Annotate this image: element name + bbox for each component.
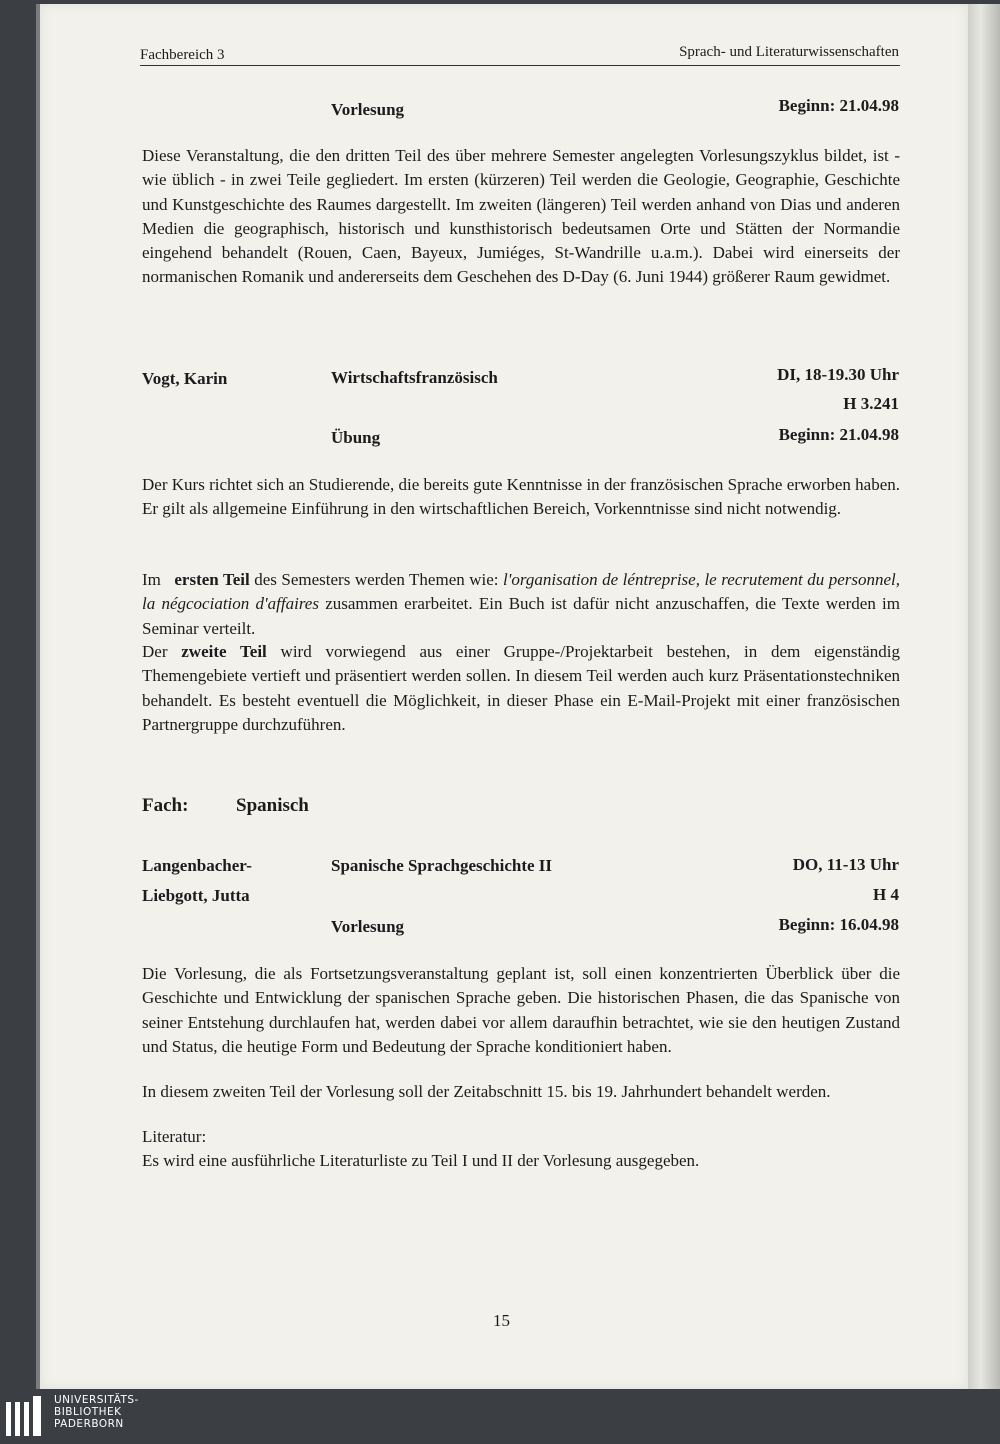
course-begin: Beginn: 21.04.98 [778, 425, 899, 444]
library-logo-icon [6, 1396, 46, 1438]
course-description: Die Vorlesung, die als Fortsetzungsveranstaltung geplant ist, soll einen konzentrierten Überblick über die Geschichte und Entwicklung der spanischen Sprache geben. Die historischen Phasen, die das Spanische von seiner Entstehung durchlaufen hat, werden dabei vor allem daraufhin betrachtet, wie sie den heutigen Zustand und Status, die heutige Form und Bedeutung der Sprache konditioniert haben. [142, 964, 900, 1056]
italic-topics: l'organisation de léntreprise, le recrutement du personnel, la négcociation d'affaires [142, 570, 901, 614]
course-type: Vorlesung [331, 100, 405, 119]
course-time: DI, 18-19.30 Uhr [777, 365, 899, 384]
text-segment: zusammen erarbeitet. Ein Buch ist dafür nicht anzuschaffen, die Texte werden im Seminar verteilt. [142, 594, 901, 638]
library-footer [0, 1389, 1000, 1444]
course-title: Spanische Sprachgeschichte II [331, 856, 553, 875]
course-time: DO, 11-13 Uhr [792, 855, 899, 874]
library-logo-text [54, 1394, 139, 1430]
course-begin: Beginn: 16.04.98 [778, 915, 899, 934]
text-segment: Im [142, 570, 161, 589]
header-rule [140, 65, 900, 66]
course-description: In diesem zweiten Teil der Vorlesung soll der Zeitabschnitt 15. bis 19. Jahrhundert behandelt werden. [142, 1082, 831, 1101]
logo-line: UNIVERSITÄTS- [54, 1394, 139, 1406]
text-segment: wird vorwiegend aus einer Gruppe-/Projektarbeit bestehen, in dem eigenständig Themengebiete vertieft und präsentiert werden sollen. In diesem Teil werden auch kurz Präsentationstechniken behandelt. Es besteht eventuell die Möglichkeit, in dieser Phase ein E-Mail-Projekt mit einer französischen Partnergruppe durchzuführen. [142, 642, 900, 734]
course-room: H 4 [873, 885, 899, 904]
text-segment: des Semesters werden Themen wie: [249, 570, 504, 589]
course-description: Der Kurs richtet sich an Studierende, die bereits gute Kenntnisse in der französischen Sprache erworben haben. Er gilt als allgemeine Einführung in den wirtschaftlichen Bereich, Vorkenntnisse sind nicht notwendig. [142, 475, 900, 519]
header-right: Sprach- und Literaturwissenschaften [679, 44, 899, 60]
course-lecturer: Vogt, Karin [142, 369, 228, 388]
course-type: Übung [331, 428, 381, 447]
course-room: H 3.241 [843, 394, 899, 413]
subject-label: Fach: [142, 795, 189, 816]
course-lecturer: Liebgott, Jutta [142, 886, 250, 905]
header-left: Fachbereich 3 [140, 47, 225, 63]
logo-line: PADERBORN [54, 1418, 124, 1430]
literature-label: Literatur: [142, 1127, 207, 1146]
subject-name: Spanisch [236, 795, 309, 816]
literature-text: Es wird eine ausführliche Literaturliste zu Teil I und II der Vorlesung ausgegeben. [142, 1151, 700, 1170]
page-right-edge [968, 4, 1000, 1389]
course-description-part2 [142, 640, 900, 737]
page-number: 15 [493, 1311, 510, 1330]
course-begin: Beginn: 21.04.98 [778, 96, 899, 115]
course-lecturer: Langenbacher- [142, 856, 252, 875]
course-title: Wirtschaftsfranzösisch [331, 368, 498, 387]
course-type: Vorlesung [331, 917, 405, 936]
emphasis-text: ersten Teil [174, 570, 250, 589]
course-description-part1 [142, 568, 900, 641]
emphasis-text: zweite Teil [181, 642, 267, 661]
course-description: Diese Veranstaltung, die den dritten Teil des über mehrere Semester angelegten Vorlesungszyklus bildet, ist - wie üblich - in zwei Teile gegliedert. Im ersten (kürzeren) Teil werden die Geologie, Geographie, Geschichte und Kunstgeschichte des Raumes dargestellt. Im zweiten (längeren) Teil werden anhand von Dias und anderen Medien die geographisch, historisch und kunsthistorisch bedeutsamen Orte und Stätten der Normandie eingehend behandelt (Rouen, Caen, Bayeux, Jumiéges, St-Wandrille u.a.m.). Dabei wird einerseits der normanischen Romanik und andererseits dem Geschehen des D-Day (6. Juni 1944) größerer Raum gewidmet. [142, 146, 900, 287]
text-segment: Der [142, 642, 182, 661]
logo-line: BIBLIOTHEK [54, 1406, 122, 1418]
